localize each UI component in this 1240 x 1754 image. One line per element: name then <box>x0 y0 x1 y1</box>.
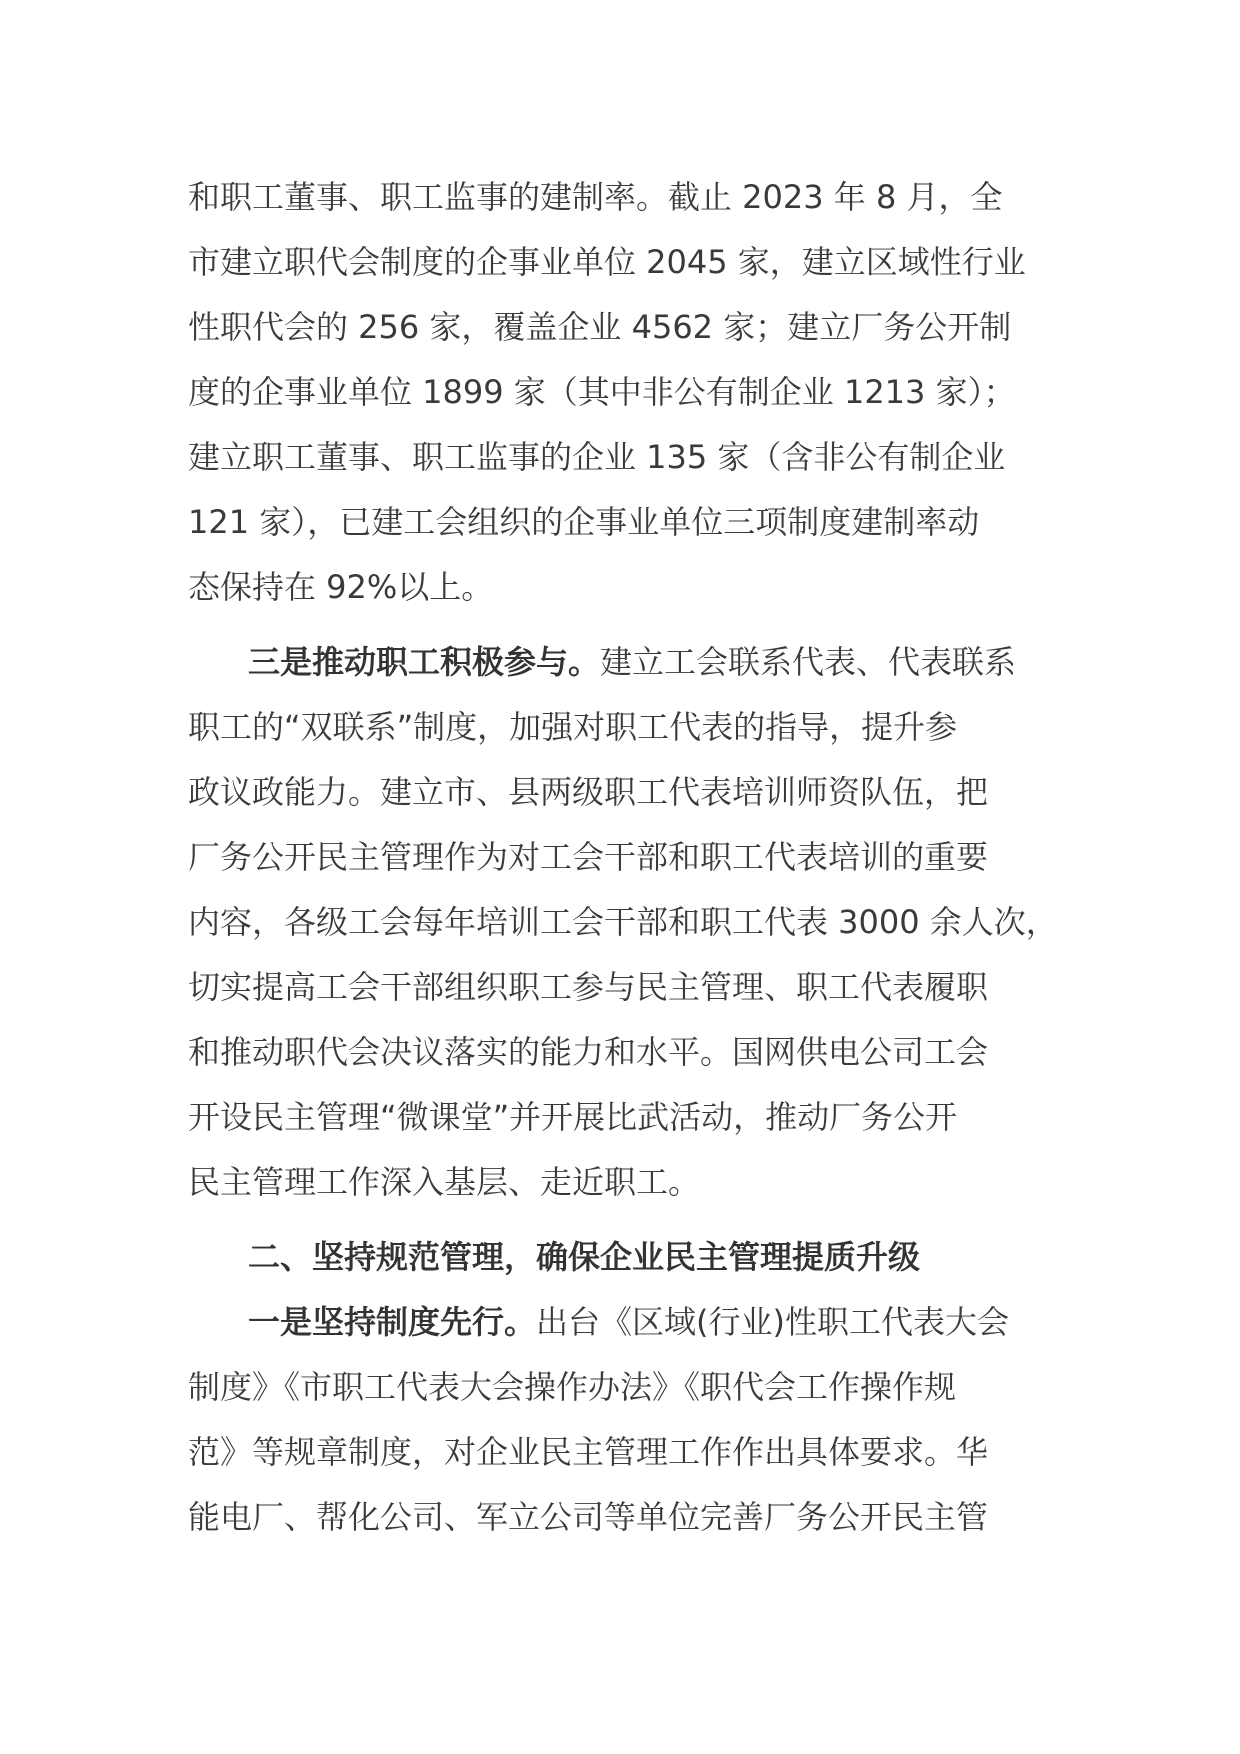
text-span: 出台《区域(行业)性职工代表大会 <box>536 1303 1009 1341</box>
paragraph-lead-heading: 三是推动职工积极参与。 <box>248 643 601 681</box>
paragraph-continuation <box>188 165 1090 620</box>
text-line: 职工的“双联系”制度，加强对职工代表的指导，提升参 <box>188 708 958 746</box>
text-line: 建立职工董事、职工监事的企业 135 家（含非公有制企业 <box>188 438 1006 476</box>
text-line: 态保持在 92%以上。 <box>188 568 494 606</box>
text-line: 开设民主管理“微课堂”并开展比武活动，推动厂务公开 <box>188 1098 958 1136</box>
text-line: 能电厂、帮化公司、军立公司等单位完善厂务公开民主管 <box>188 1498 989 1536</box>
text-line: 民主管理工作深入基层、走近职工。 <box>188 1163 701 1201</box>
section-heading-block <box>188 1225 1090 1290</box>
text-line: 内容，各级工会每年培训工会干部和职工代表 3000 余人次， <box>188 903 1058 941</box>
text-line <box>188 1290 1090 1355</box>
text-line: 政议政能力。建立市、县两级职工代表培训师资队伍，把 <box>188 773 989 811</box>
text-line: 和推动职代会决议落实的能力和水平。国网供电公司工会 <box>188 1033 989 1071</box>
paragraph-system-first <box>188 1290 1090 1550</box>
text-line: 度的企事业单位 1899 家（其中非公有制企业 1213 家）； <box>188 373 1016 411</box>
text-line: 制度》《市职工代表大会操作办法》《职代会工作操作规 <box>188 1368 957 1406</box>
paragraph-employee-participation <box>188 630 1090 1215</box>
text-line: 切实提高工会干部组织职工参与民主管理、职工代表履职 <box>188 968 989 1006</box>
text-line: 范》等规章制度，对企业民主管理工作作出具体要求。华 <box>188 1433 989 1471</box>
text-line: 性职代会的 256 家，覆盖企业 4562 家；建立厂务公开制 <box>188 308 1012 346</box>
text-line: 厂务公开民主管理作为对工会干部和职工代表培训的重要 <box>188 838 989 876</box>
section-heading: 二、坚持规范管理，确保企业民主管理提质升级 <box>248 1238 921 1276</box>
paragraph-lead-heading: 一是坚持制度先行。 <box>248 1303 537 1341</box>
text-line: 和职工董事、职工监事的建制率。截止 2023 年 8 月，全 <box>188 178 1003 216</box>
text-span: 建立工会联系代表、代表联系 <box>600 643 1017 681</box>
text-line <box>188 630 1090 695</box>
text-line: 121 家），已建工会组织的企事业单位三项制度建制率动 <box>188 503 980 541</box>
text-line: 市建立职代会制度的企事业单位 2045 家，建立区域性行业 <box>188 243 1026 281</box>
